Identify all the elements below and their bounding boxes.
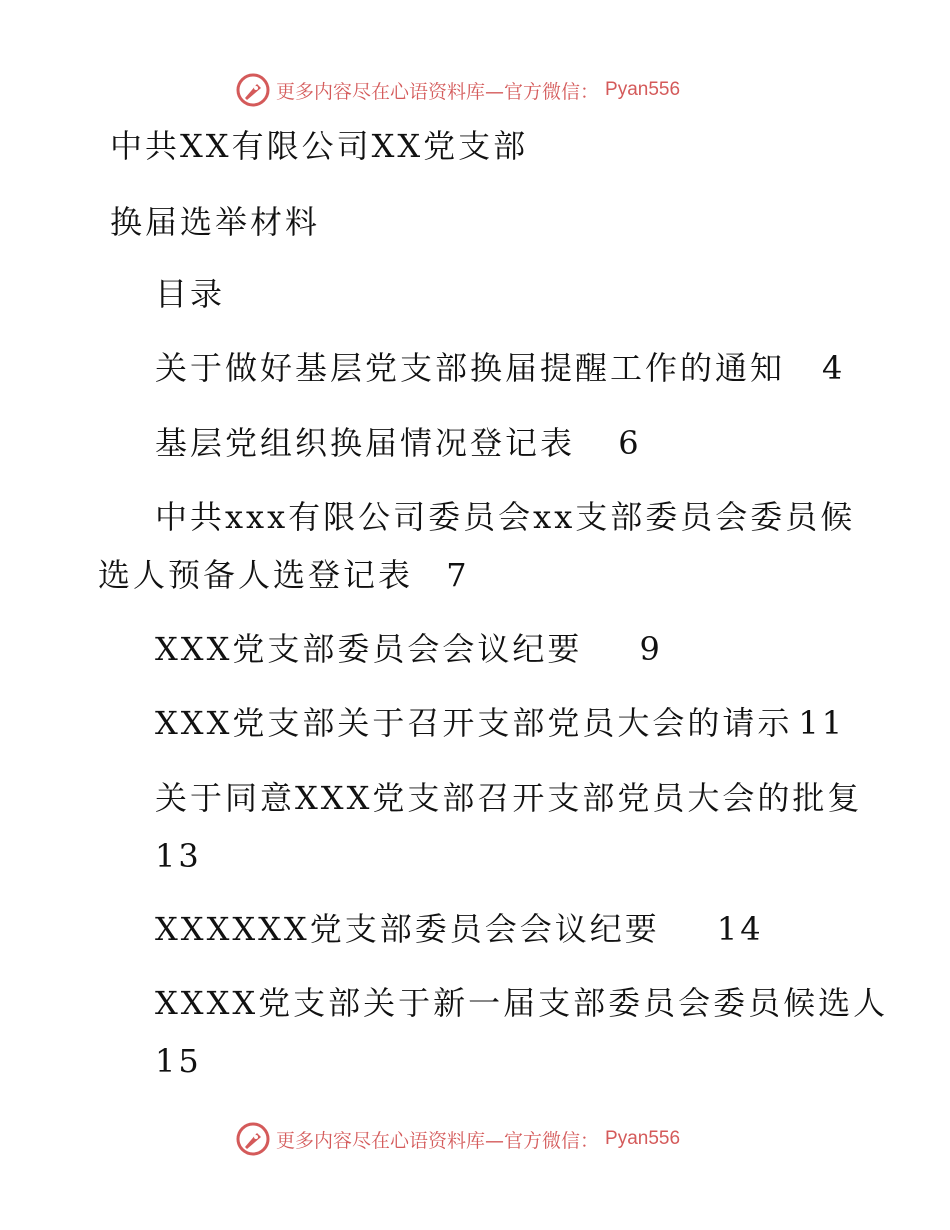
pen-nib-logo-icon xyxy=(236,73,270,107)
banner-text: 更多内容尽在心语资料库—官方微信： xyxy=(276,1129,600,1152)
toc-entry-title: XXX党支部委员会会议纪要 xyxy=(155,630,583,668)
toc-entry-title: 关于同意XXX党支部召开支部党员大会的批复 xyxy=(155,779,863,817)
banner-wechat: Pyan556 xyxy=(605,1128,681,1149)
toc-entry-title: XXX党支部关于召开支部党员大会的请示 xyxy=(155,704,793,742)
banner-wechat: Pyan556 xyxy=(605,79,681,100)
toc-entry xyxy=(155,909,764,949)
toc-entry-page: 15 xyxy=(155,1042,202,1080)
toc-entry xyxy=(98,555,470,595)
toc-entry-page: 7 xyxy=(446,556,470,594)
toc-entry-title: 中共xxx有限公司委员会xx支部委员会委员候 xyxy=(155,498,856,536)
toc-entry-page: 11 xyxy=(798,704,846,742)
toc-entry-page: 9 xyxy=(639,630,663,668)
toc-entry xyxy=(155,629,663,669)
document-title: 中共XX有限公司XX党支部 xyxy=(110,127,529,165)
toc-entry-title: 基层党组织换届情况登记表 xyxy=(155,424,576,462)
toc-entry xyxy=(155,703,845,743)
toc-entry-title: XXXXXX党支部委员会会议纪要 xyxy=(155,910,660,948)
toc-heading: 目录 xyxy=(155,275,226,313)
banner-text: 更多内容尽在心语资料库—官方微信： xyxy=(276,80,600,103)
toc-entry-page: 4 xyxy=(822,349,846,387)
header-banner xyxy=(236,72,680,108)
toc-entry-title-continued: 选人预备人选登记表 xyxy=(98,556,414,594)
footer-banner xyxy=(236,1121,680,1157)
toc-entry-page: 14 xyxy=(716,910,764,948)
document-subtitle: 换届选举材料 xyxy=(110,203,321,241)
toc-entry xyxy=(155,423,642,463)
toc-entry-title: XXXX党支部关于新一届支部委员会委员候选人 xyxy=(155,984,889,1022)
toc-entry-page: 6 xyxy=(618,424,642,462)
pen-nib-logo-icon xyxy=(236,1122,270,1156)
toc-entry xyxy=(155,348,785,388)
toc-entry-title: 关于做好基层党支部换届提醒工作的通知 xyxy=(155,349,786,387)
toc-entry-page: 13 xyxy=(155,837,202,875)
